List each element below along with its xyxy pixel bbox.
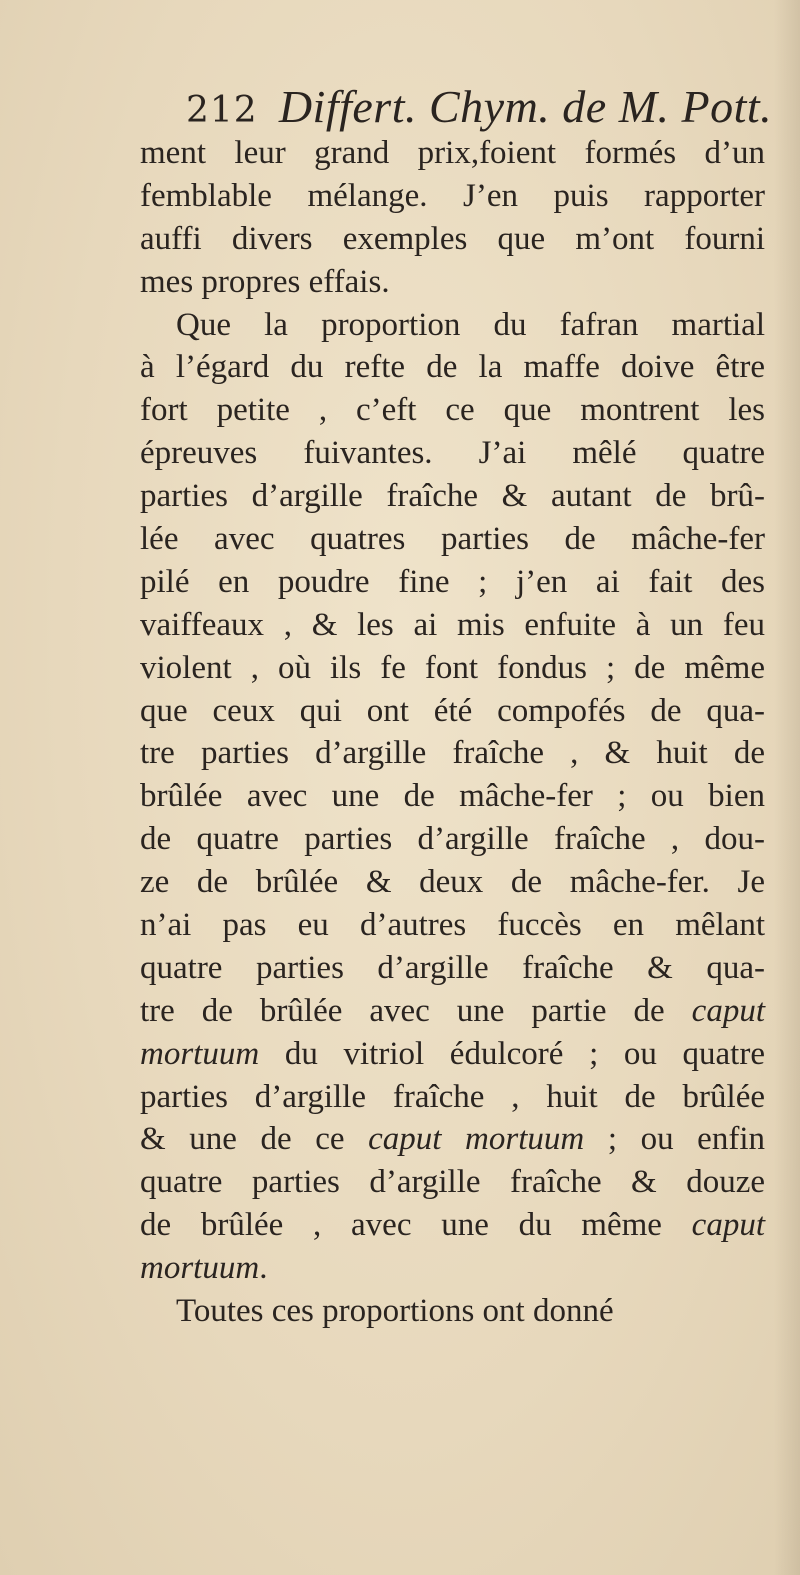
text-line: quatre parties d’argille fraîche & douze <box>140 1164 765 1201</box>
text-line: de quatre parties d’argille fraîche , dou- <box>140 821 765 858</box>
text-line: pilé en poudre fine ; j’en ai fait des <box>140 563 765 600</box>
text-line: n’ai pas eu d’autres fuccès en mêlant <box>140 907 765 944</box>
running-head <box>186 80 773 136</box>
text-line: femblable mélange. J’en puis rapporter <box>140 177 765 214</box>
text-line: à l’égard du refte de la maffe doive être <box>140 349 765 386</box>
page-number: 212 <box>186 90 258 131</box>
text-line: & une de ce caput mortuum ; ou enfin <box>140 1121 765 1158</box>
text-line: vaiffeaux , & les ai mis enfuite à un feu <box>140 606 765 643</box>
text-line: mortuum du vitriol édulcoré ; ou quatre <box>140 1035 765 1072</box>
text-line: tre de brûlée avec une partie de caput <box>140 992 765 1029</box>
text-line: lée avec quatres parties de mâche-fer <box>140 521 765 558</box>
text-line: parties d’argille fraîche , huit de brûlée <box>140 1078 765 1115</box>
text-line: de brûlée , avec une du même caput <box>140 1207 765 1244</box>
text-line: que ceux qui ont été compofés de qua- <box>140 692 765 729</box>
running-title: Differt. Chym. de M. Pott. <box>278 81 773 132</box>
text-line: violent , où ils fe font fondus ; de même <box>140 649 765 686</box>
text-line: Que la proportion du fafran martial <box>176 306 765 343</box>
text-line: mes propres effais. <box>140 263 390 300</box>
text-line: ment leur grand prix,foient formés d’un <box>140 135 765 171</box>
page-edge-shadow <box>774 0 800 1575</box>
text-line: parties d’argille fraîche & autant de brû- <box>140 478 765 515</box>
text-line: Toutes ces proportions ont donné <box>176 1293 614 1330</box>
text-line: brûlée avec une de mâche-fer ; ou bien <box>140 778 765 815</box>
text-line: tre parties d’argille fraîche , & huit de <box>140 735 765 772</box>
text-line: auffi divers exemples que m’ont fourni <box>140 220 765 257</box>
text-line: mortuum. <box>140 1250 268 1287</box>
text-line: ze de brûlée & deux de mâche-fer. Je <box>140 864 765 901</box>
body-text <box>140 132 765 1333</box>
text-line: fort petite , c’eft ce que montrent les <box>140 392 765 429</box>
text-line: quatre parties d’argille fraîche & qua- <box>140 949 765 986</box>
text-line: épreuves fuivantes. J’ai mêlé quatre <box>140 435 765 472</box>
